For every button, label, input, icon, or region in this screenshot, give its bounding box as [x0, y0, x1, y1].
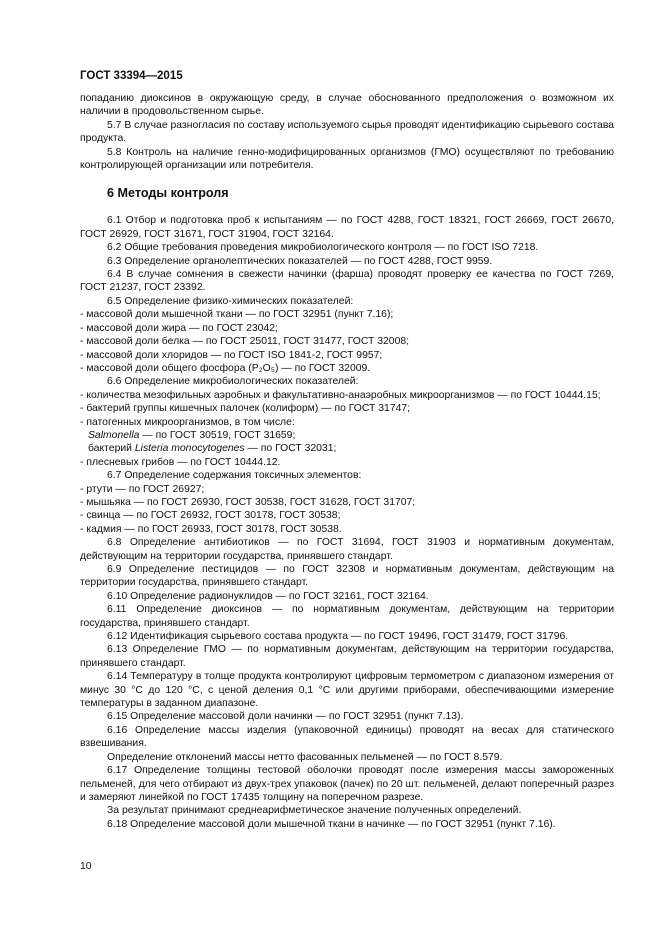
clause-5-7: 5.7 В случае разногласия по составу используемого сырья проводят идентификацию сырьевого состава продукта.	[80, 119, 614, 145]
list-item	[80, 429, 614, 442]
list-item	[80, 442, 614, 455]
clause-6-1: 6.1 Отбор и подготовка проб к испытаниям — по ГОСТ 4288, ГОСТ 18321, ГОСТ 26669, ГОСТ 26670, ГОСТ 26929, ГОСТ 31671, ГОСТ 31904, ГОСТ 32164.	[80, 215, 614, 240]
clause-6-14: 6.14 Температуру в толще продукта контролируют цифровым термометром с диапазоном измерения от минус 30 °С до 120 °С, с ценой деления 0,1 °С или другими приборами, обеспечивающими измерение температуры в заданном диапазоне.	[80, 671, 614, 710]
paragraph: Определение отклонений массы нетто фасованных пельменей — по ГОСТ 8.579.	[107, 751, 503, 763]
paragraph: За результат принимают среднеарифметическое значение полученных определений.	[107, 805, 522, 817]
clause-6-6: 6.6 Определение микробиологических показателей:	[107, 376, 359, 388]
list-item: - массовой доли общего фосфора (P₂O₅) — по ГОСТ 32009.	[80, 362, 371, 374]
clause-6-15: 6.15 Определение массовой доли начинки — по ГОСТ 32951 (пункт 7.13).	[107, 711, 464, 723]
clause-6-12: 6.12 Идентификация сырьевого состава продукта — по ГОСТ 19496, ГОСТ 31479, ГОСТ 31796.	[107, 631, 569, 643]
list-item: - массовой доли белка — по ГОСТ 25011, ГОСТ 31477, ГОСТ 32008;	[80, 336, 410, 348]
clause-6-3: 6.3 Определение органолептических показателей — по ГОСТ 4288, ГОСТ 9959.	[107, 255, 493, 267]
clause-6-10: 6.10 Определение радионуклидов — по ГОСТ 32161, ГОСТ 32164.	[107, 590, 429, 602]
organism-name: Listeria monocytogenes	[134, 443, 245, 455]
clause-6-13: 6.13 Определение ГМО — по нормативным документам, действующим на территории государства, принявшего стандарт.	[80, 644, 614, 669]
list-item: - бактерий группы кишечных палочек (колиформ) — по ГОСТ 31747;	[80, 403, 411, 415]
clause-6-18: 6.18 Определение массовой доли мышечной ткани в начинке — по ГОСТ 32951 (пункт 7.16).	[107, 818, 556, 830]
list-item: - массовой доли жира — по ГОСТ 23042;	[80, 322, 278, 334]
page-number: 10	[80, 861, 92, 872]
list-item: - плесневых грибов — по ГОСТ 10444.12.	[80, 456, 281, 468]
clause-6-17: 6.17 Определение толщины тестовой оболочки проводят после измерения массы замороженных пельменей, для чего отбирают из двух-трех упаковок (пачек) по 20 шт. пельменей, делают поперечный разрез и замеряют линейкой по ГОСТ 17435 толщину на поперечном разрезе.	[80, 765, 614, 803]
clause-6-16: 6.16 Определение массы изделия (упаковочной единицы) проводят на весах для статического взвешивания.	[80, 724, 614, 750]
document-body	[80, 92, 614, 831]
list-item: - массовой доли хлоридов — по ГОСТ ISO 1841-2, ГОСТ 9957;	[80, 349, 383, 361]
list-item: - патогенных микроорганизмов, в том числе:	[80, 416, 295, 428]
list-item: - мышьяка — по ГОСТ 26930, ГОСТ 30538, ГОСТ 31628, ГОСТ 31707;	[80, 496, 416, 508]
clause-6-5: 6.5 Определение физико-химических показателей:	[107, 295, 354, 307]
list-item: - ртути — по ГОСТ 26927;	[80, 483, 205, 495]
paragraph: попаданию диоксинов в окружающую среду, в случае обоснованного предположения о возможном их наличии в продовольственном сырье.	[80, 93, 614, 118]
list-item: - массовой доли мышечной ткани — по ГОСТ 32951 (пункт 7.16);	[80, 309, 394, 321]
organism-name: Salmonella	[88, 429, 140, 441]
document-header: ГОСТ 33394—2015	[80, 70, 183, 82]
clause-6-7: 6.7 Определение содержания токсичных элементов:	[107, 470, 362, 482]
clause-6-2: 6.2 Общие требования проведения микробиологического контроля — по ГОСТ ISO 7218.	[107, 242, 539, 254]
list-item: - свинца — по ГОСТ 26932, ГОСТ 30178, ГОСТ 30538;	[80, 510, 341, 522]
clause-5-8: 5.8 Контроль на наличие генно-модифицированных организмов (ГМО) осуществляют по требованию контролирующей организации или потребителя.	[80, 146, 614, 172]
list-item-text: — по ГОСТ 30519, ГОСТ 31659;	[139, 429, 296, 441]
list-item: - кадмия — по ГОСТ 26933, ГОСТ 30178, ГОСТ 30538.	[80, 523, 342, 535]
list-item-text: бактерий	[88, 443, 135, 455]
list-item: - количества мезофильных аэробных и факультативно-анаэробных микроорганизмов — по ГОСТ 10444.15;	[80, 389, 601, 401]
clause-6-11: 6.11 Определение диоксинов — по нормативным документам, действующим на территории государства, принявшего стандарт.	[80, 604, 614, 629]
clause-6-8: 6.8 Определение антибиотиков — по ГОСТ 31694, ГОСТ 31903 и нормативным документам, действующим на территории государства, принявшего стандарт.	[80, 537, 614, 562]
clause-6-9: 6.9 Определение пестицидов — по ГОСТ 32308 и нормативным документам, действующим на территории государства, принявшего стандарт.	[80, 564, 614, 589]
list-item-text: — по ГОСТ 32031;	[244, 443, 337, 455]
clause-6-4: 6.4 В случае сомнения в свежести начинки (фарша) проводят проверку ее качества по ГОСТ 7269, ГОСТ 21237, ГОСТ 23392.	[80, 269, 614, 294]
section-title: 6 Методы контроля	[107, 186, 229, 201]
